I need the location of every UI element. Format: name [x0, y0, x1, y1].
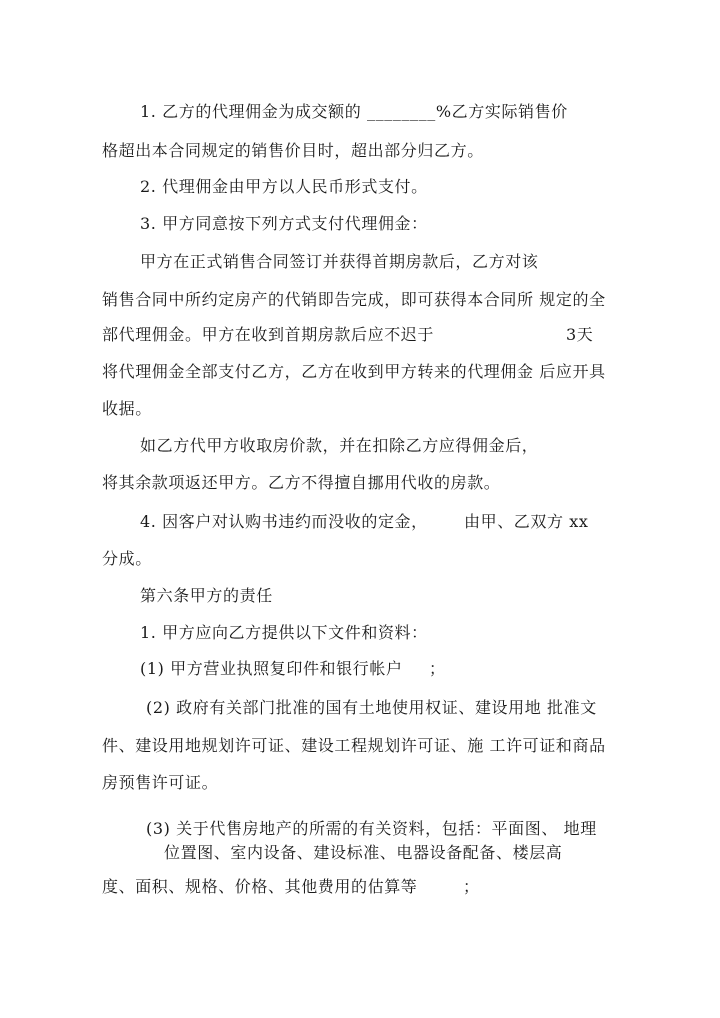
text-line: 4. 因客户对认购书违约而没收的定金， [140, 512, 428, 531]
text-line: (3) 关于代售房地产的所需的有关资料，包括：平面图、 地理 [146, 819, 597, 838]
text-line: 分成。 [102, 549, 152, 568]
text-line: 销售合同中所约定房产的代销即告完成，即可获得本合同所 规定的全 [102, 290, 606, 309]
text-line: 1. 甲方应向乙方提供以下文件和资料： [140, 623, 428, 642]
text-line: 甲方在正式销售合同签订并获得首期房款后，乙方对该 [140, 252, 539, 271]
text-line: 将代理佣金全部支付乙方，乙方在收到甲方转来的代理佣金 后应开具 [102, 362, 606, 381]
text-line: ； [429, 659, 446, 678]
section-heading: 第六条甲方的责任 [140, 586, 273, 605]
text-line: 位置图、室内设备、建设标准、电器设备配备、楼层高 [164, 843, 563, 862]
text-line: 度、面积、规格、价格、其他费用的估算等 [102, 877, 418, 896]
text-line: 收据。 [102, 399, 152, 418]
text-line: 件、建设用地规划许可证、建设工程规划许可证、施 工许可证和商品 [102, 736, 606, 755]
text-line: 如乙方代甲方收取房价款，并在扣除乙方应得佣金后， [140, 436, 539, 455]
text-line: 3天 [566, 325, 594, 344]
text-line: ； [463, 877, 480, 896]
text-line: (2) 政府有关部门批准的国有土地使用权证、建设用地 批准文 [146, 698, 597, 717]
text-line: 由甲、乙双方 xx [464, 512, 589, 531]
text-line: (1) 甲方营业执照复印件和银行帐户 [140, 659, 403, 678]
text-line: 将其余款项返还甲方。乙方不得擅自挪用代收的房款。 [102, 473, 501, 492]
text-line: 1. 乙方的代理佣金为成交额的 ________%乙方实际销售价 [140, 102, 568, 121]
text-line: 部代理佣金。甲方在收到首期房款后应不迟于 [102, 325, 435, 344]
text-line: 格超出本合同规定的销售价目时，超出部分归乙方。 [102, 141, 484, 160]
text-line: 2. 代理佣金由甲方以人民币形式支付。 [140, 177, 428, 196]
text-line: 房预售许可证。 [102, 773, 219, 792]
text-line: 3. 甲方同意按下列方式支付代理佣金： [140, 214, 428, 233]
